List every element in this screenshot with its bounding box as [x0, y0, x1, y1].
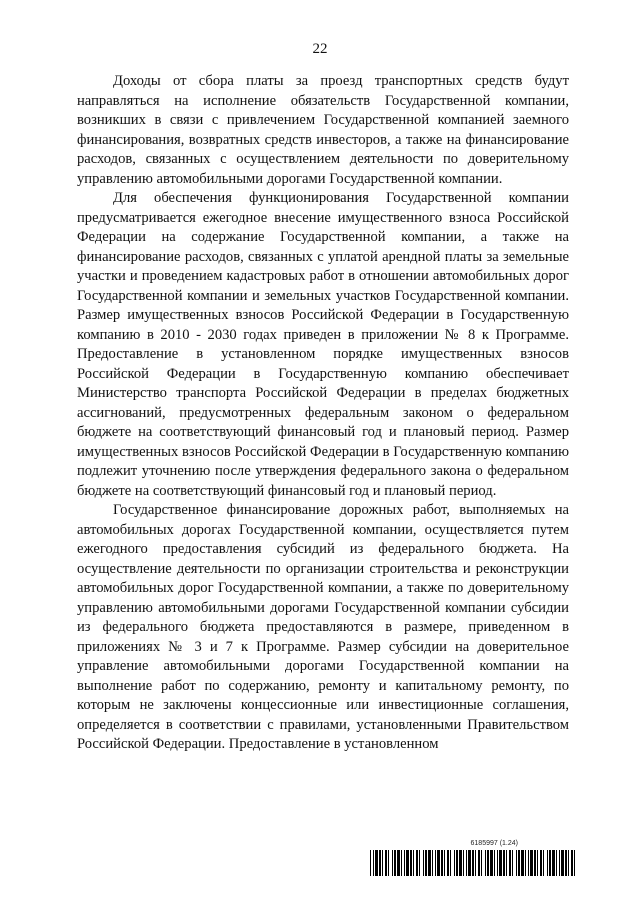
- page-number: 22: [312, 41, 328, 57]
- barcode-icon: [370, 850, 578, 876]
- document-code: 6185997 (1.24): [470, 840, 518, 847]
- paragraph-property-contribution: Для обеспечения функционирования Государственной компании предусматривается ежегодное внесение имущественного взноса Российской Федерации на содержание Государственной компании, а также на финансирование расходов, связанных с уплатой арендной платы за земельные участки и проведением кадастровых работ в отношении автомобильных дорог Государственной компании и земельных участков Государственной компании. Размер имущественных взносов Российской Федерации в Государственную компанию в 2010 - 2030 годах приведен в приложении № 8 к Программе. Предоставление в установленном порядке имущественных взносов Российской Федерации в Государственную компанию обеспечивает Министерство транспорта Российской Федерации в пределах бюджетных ассигнований, предусмотренных федеральным законом о федеральном бюджете на соответствующий финансовый год и плановый период. Размер имущественных взносов Российской Федерации в Государственную компанию подлежит уточнению после утверждения федерального закона о федеральном бюджете на соответствующий финансовый год и плановый период.: [77, 190, 569, 499]
- document-barcode-block: [370, 840, 578, 876]
- paragraph-state-financing: Государственное финансирование дорожных работ, выполняемых на автомобильных дорогах Государственной компании, осуществляется путем ежегодного предоставления субсидий из федерального бюджета. На осуществление деятельности по организации строительства и реконструкции автомобильных дорог Государственной компании, а также по доверительному управлению автомобильными дорогами Государственной компании субсидии из федерального бюджета предоставляются в размере, приведенном в приложениях № 3 и 7 к Программе. Размер субсидии на доверительное управление автомобильными дорогами Государственной компании на выполнение работ по содержанию, ремонту и капитальному ремонту, по которым не заключены концессионные или инвестиционные соглашения, определяется в соответствии с правилами, установленными Правительством Российской Федерации. Предоставление в установленном: [77, 502, 569, 752]
- paragraph-toll-revenue: Доходы от сбора платы за проезд транспортных средств будут направляться на исполнение обязательств Государственной компании, возникших в связи с привлечением Государственной компанией заемного финансирования, возвратных средств инвесторов, а также на финансирование расходов, связанных с осуществлением деятельности по доверительному управлению автомобильными дорогами Государственной компании.: [77, 73, 569, 187]
- document-body: [77, 72, 569, 755]
